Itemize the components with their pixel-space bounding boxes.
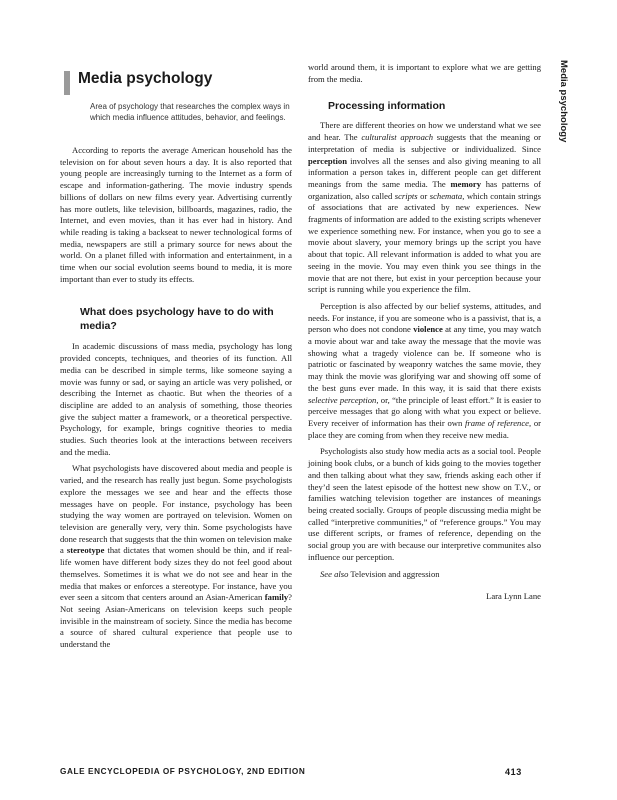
side-tab-label: Media psychology <box>558 60 569 143</box>
see-also <box>308 569 541 581</box>
page-number: 413 <box>505 767 522 777</box>
term-family[interactable]: family <box>264 592 289 603</box>
term-memory[interactable]: memory <box>450 178 482 189</box>
term-frame-of-reference: frame of reference <box>464 417 529 428</box>
footer-book-title: GALE ENCYCLOPEDIA OF PSYCHOLOGY, 2ND EDITION <box>60 767 306 776</box>
side-tab <box>553 60 569 143</box>
article-title: Media psychology <box>78 70 213 87</box>
paragraph-academic: In academic discussions of mass media, psychology has long provided concepts, techniques, and theories of its function. All media can be described in simple terms, like someone saying a movie was funny or sad, or saying an article was very polished, or describing the Internet as chaotic. But when the theories of a discipline are added to an analysis of something, those theories give the subject matter a framework, or a theoretical perspective. Psychology, for example, brings cognitive theories to media studies. Such theories look at the interactions between receivers and the media. <box>60 341 292 457</box>
see-also-link[interactable]: Television and aggression <box>348 569 440 580</box>
term-perception[interactable]: perception <box>308 155 347 166</box>
paragraph-continued: world around them, it is important to explore what we are getting from the media. <box>308 62 541 84</box>
term-schemata: schemata <box>429 190 463 201</box>
term-selective-perception: selective perception <box>308 394 377 405</box>
term-violence[interactable]: violence <box>413 324 443 335</box>
author: Lara Lynn Lane <box>486 591 541 602</box>
right-column <box>308 62 541 603</box>
section-heading-processing: Processing information <box>328 100 446 113</box>
see-also-label: See also <box>320 569 349 580</box>
title-bar <box>64 71 70 95</box>
paragraph-research: What psychologists have discovered about media and people is varied, and the research has really just begun. Some psychologists explore the messages we see and hear and the effects those messages have on people. For instance, psychology has been studying the way women are portrayed on television. Women on television are generally very, very thin. Some psychologists have done research that suggests that the thin women on television make a stereotype that dictates that women should be thin, and if real-life women have different body sizes they do not feel good about themselves. Sometimes it is what we do not see and hear in the media that makes or enforces a stereotype. For instance, have you ever seen a sitcom that centers around an Asian-American family? Not seeing Asian-Americans on television keeps such people invisible in the mainstream of society. Since the media has become a source of shared cultural experience that people use to understand the <box>60 463 293 650</box>
term-scripts: scripts <box>394 190 418 201</box>
term-stereotype[interactable]: stereotype <box>66 545 105 556</box>
title-block <box>60 68 292 94</box>
term-culturalist-approach: culturalist approach <box>361 132 434 143</box>
paragraph-intro: According to reports the average American household has the television on for about seven hours a day. It is also reported that young people are increasingly turning to the Internet as a form of escape and information-gathering. The movie industry spends billions of dollars on new films every year. Advertising currently has more outlets, like television, billboards, magazines, radio, the Internet, and even movies, than it has ever had in history. And while reading is taking a backseat to newer technological forms of media, newspapers are still a primary source for news about the world. On a planet filled with information and entertainment, in a time when our social evolution seems bound to media, it is more important than ever to study its effects. <box>60 145 292 284</box>
section-heading-psychology-media: What does psychology have to do with media? <box>80 306 274 333</box>
paragraph-social-tool: Psychologists also study how media acts as a social tool. People joining book clubs, or a bunch of kids going to the movies together and then talking about what they saw, friends asking each other if they’d seen the latest episode of the hottest new show on T.V., or families watching television together are instances of meanings being created socially. Groups of people discussing media might be called “interpretive communities,” of “reference groups.” You may use different scripts, or frames of reference, depending on the social group you are with because our interpretive communites also influence our perception. <box>308 446 541 562</box>
left-column <box>60 62 292 651</box>
paragraph-belief-systems: Perception is also affected by our belief systems, attitudes, and needs. For instance, if you are someone who is a passivist, that is, a person who does not condone violence at any time, you may watch a movie about war and take away the message that the movie was showing what a tragedy violence can be. If someone who is patriotic or fascinated by weaponry watches the same movie, they may think the movie was glorifying war and showing off some of the best guns ever made. In this way, it is said that there exists selective perception, or, “the principle of least effort.” It is easier to perceive messages that go along with what you expect or believe. Every receiver of information has their own frame of reference, or place they are coming from when they receive new media. <box>308 300 541 440</box>
definition: Area of psychology that researches the complex ways in which media influence attitudes, behavior, and feelings. <box>90 102 290 122</box>
paragraph-processing: There are different theories on how we understand what we see and hear. The culturalist approach suggests that the meaning or interpretation of media is subjective or individualized. Since perception involves all the senses and also giving meaning to all information a person takes in, different people can get different meanings from the same media. The memory has patterns of organization, also called scripts or schemata, which contain strings of associations that are activated by new experiences. New fragments of information are added to the existing scripts whenever we experience something new. For instance, when you go to see a movie about slavery, your memory brings up the script you have about that topic. All relevant information is added to what you are seeing in the movie. You may even think you see things in the movie that are not there, but exist in your perception because your script is running while you experience the film. <box>308 120 541 295</box>
